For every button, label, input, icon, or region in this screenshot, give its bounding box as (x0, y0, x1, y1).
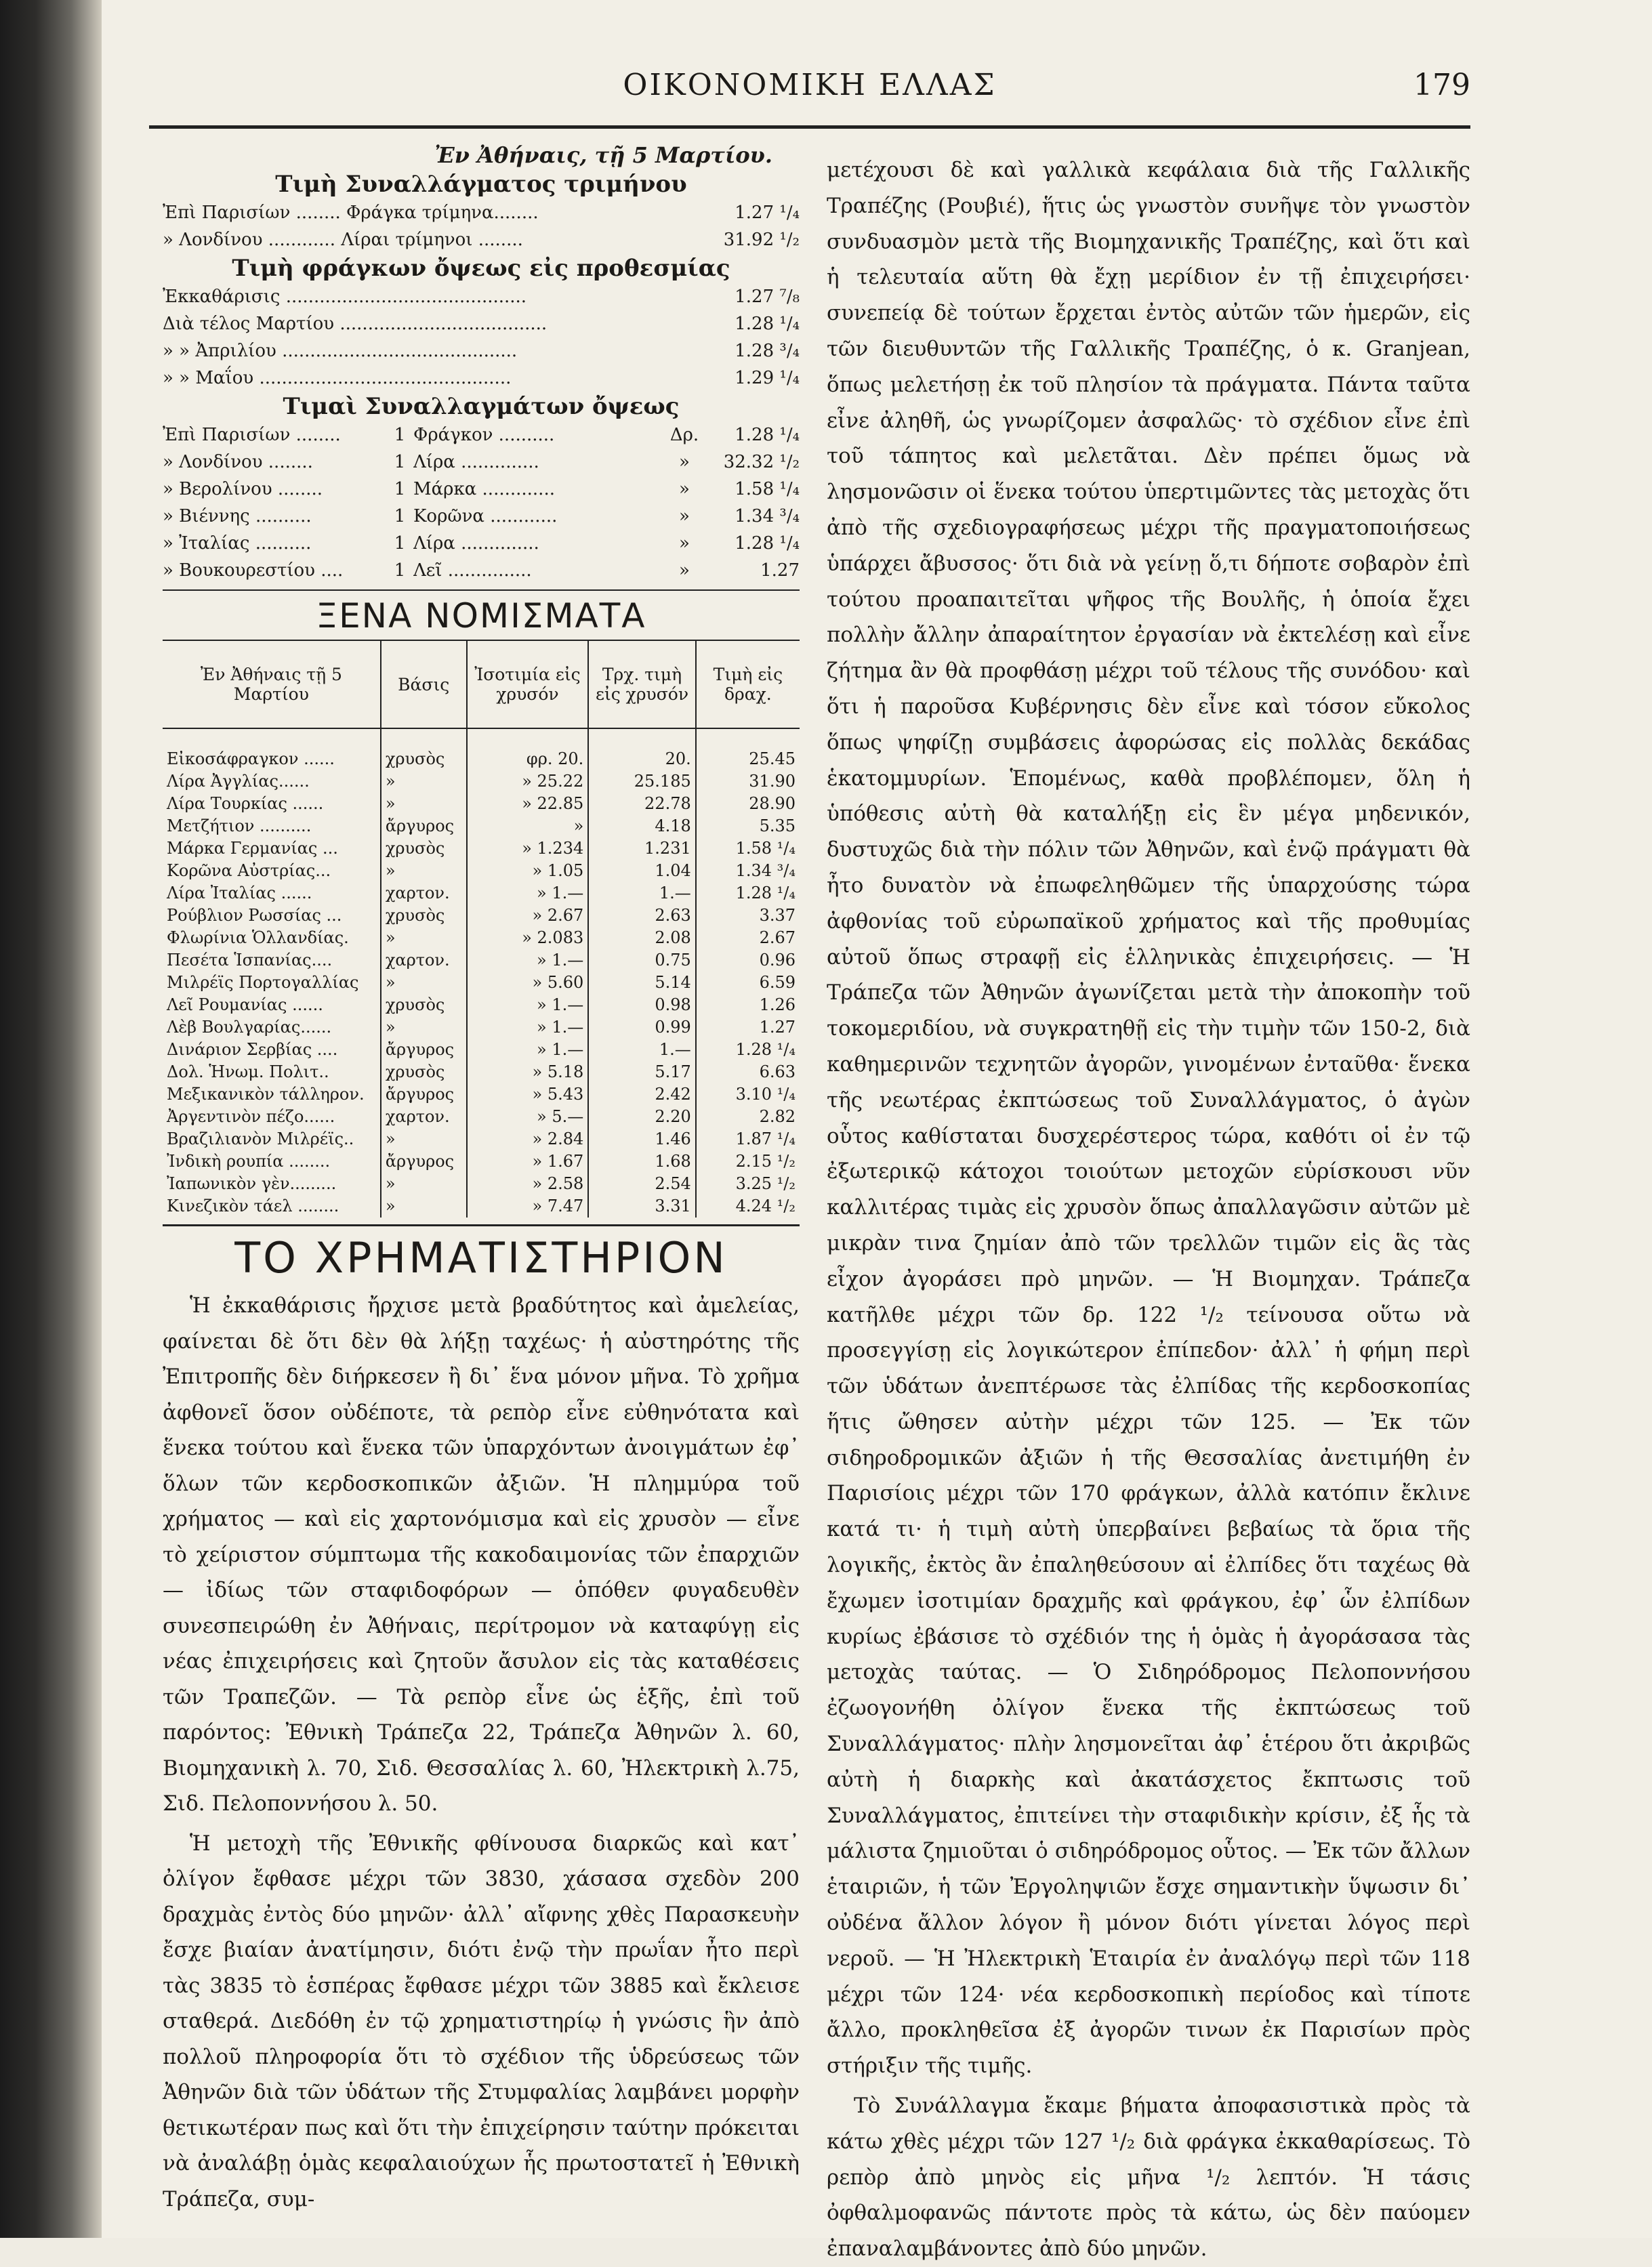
table-row (163, 793, 800, 815)
rate-row: » Λονδίνου ........ 1 Λίρα .............. » 32.32 ¹/₂ (163, 452, 800, 472)
table-cell: » (381, 1016, 467, 1039)
table-cell: Δινάριον Σερβίας .... (163, 1039, 381, 1061)
coins-table-body (163, 728, 800, 1218)
table-cell: » 1.— (467, 994, 589, 1016)
table-row (163, 1083, 800, 1106)
table-cell: 2.54 (588, 1173, 696, 1195)
foreign-coins-table (163, 640, 800, 1218)
table-cell: Ρούβλιον Ρωσσίας ... (163, 904, 381, 927)
table-cell: » 2.67 (467, 904, 589, 927)
table-cell: 0.98 (588, 994, 696, 1016)
rate-row: » » Ἀπριλίου .......................................... 1.28 ³/₄ (163, 341, 800, 361)
paragraph: Τὸ Συνάλλαγμα ἔκαμε βήματα ἀποφασιστικὰ πρὸς τὰ κάτω χθὲς μέχρι τῶν 127 ¹/₂ διὰ φράγκα ἐκκαθαρίσεως. Τὸ ρεπὸρ ἀπὸ μηνὸς εἰς μῆνα ¹/₂ λεπτόν. Ἡ τάσις ὀφθαλμοφανῶς πάντοτε πρὸς τὰ κάτω, ὡς δὲν παύομεν ἐπαναλαμβάνοντες ἀπὸ δύο μηνῶν. (827, 2094, 1470, 2262)
table-cell: » 1.— (467, 882, 589, 904)
section-title-sight-exchange: Τιμαὶ Συναλλαγμάτων ὄψεως (283, 393, 680, 420)
table-cell: 2.08 (588, 927, 696, 949)
table-cell: Δολ. Ἡνωμ. Πολιτ.. (163, 1061, 381, 1083)
foreign-coins-title: ΞΕΝΑ ΝΟΜΙΣΜΑΤΑ (316, 596, 646, 636)
table-cell: » (381, 1195, 467, 1218)
column-header-current-gold: Τρχ. τιμὴ εἰς χρυσόν (588, 640, 696, 728)
table-cell: Μάρκα Γερμανίας ... (163, 837, 381, 860)
table-cell: ἄργυρος (381, 1083, 467, 1106)
paragraph: μετέχουσι δὲ καὶ γαλλικὰ κεφάλαια διὰ τῆς Γαλλικῆς Τραπέζης (Ρουβιέ), ἥτις ὡς γνωστὸν συνῆψε τὸν γνωστὸν συνδυασμὸν μετὰ τῆς Βιομηχανικῆς Τραπέζης, καὶ ὅτι καὶ ἡ τελευταία αὕτη θὰ ἔχῃ μερίδιον ἐν τῇ ἐπιχειρήσει· συνεπείᾳ δὲ τούτων ἔρχεται ἐντὸς αὐτῶν τῶν ἡμερῶν, εἰς τῶν διευθυντῶν τῆς Γαλλικῆς Τραπέζης, ὁ κ. Granjean, ὅπως μελετήσῃ ἐκ τοῦ πλησίον τὰ πράγματα. Πάντα ταῦτα εἶνε ἀληθῆ, ὡς γνωρίζομεν ἀσφαλῶς· τὸ σχέδιον εἶνε ἐπὶ τοῦ τάπητος καὶ μελετᾶται. Δὲν πρέπει ὅμως νὰ λησμονῶσιν οἱ ἕνεκα τούτου ὑπερτιμῶντες τὰς μετοχὰς ὅτι ἀπὸ τῆς σχεδιογραφήσεως μέχρι τῆς πραγματοποιήσεως ὑπάρχει ἄβυσσος· ὅτι διὰ νὰ γείνῃ ὅ,τι δήποτε σοβαρὸν ἐπὶ τούτου προαπαιτεῖται ψῆφος τῆς Βουλῆς, ἡ ὁποία ἔχει πολλὴν ἄλλην ἀπαραίτητον ἐργασίαν νὰ ἐκτελέσῃ καὶ εἶνε ζήτημα ἂν θὰ προφθάσῃ μέχρι τοῦ τέλους τῆς συνόδου· καὶ ὅτι ἡ παροῦσα Κυβέρνησις δὲν εἶνε καὶ τόσον εὔκολος ὅπως ψηφίζῃ συμβάσεις ἀφορώσας εἰς πολλὰς δεκάδας ἑκατομμυρίων. Ἑπομένως, καθὰ προβλέπομεν, ὅλη ἡ ὑπόθεσις αὐτὴ θὰ καταλήξῃ εἰς ἓν μέγα μηδενικόν, δυστυχῶς διὰ τὴν πόλιν τῶν Ἀθηνῶν, καὶ ἐνῷ πράγματι θὰ ἦτο δυνατὸν νὰ ἐπωφεληθῶμεν τῆς ὑπαρχούσης τώρα ἀφθονίας τοῦ εὐρωπαϊκοῦ χρήματος καὶ τῆς προθυμίας αὐτοῦ ὅπως στραφῇ εἰς ἑλληνικὰς ἐπιχειρήσεις. — Ἡ Τράπεζα τῶν Ἀθηνῶν ἀγωνίζεται μετὰ τὴν ἀποκοπὴν τοῦ τοκομεριδίου, νὰ συγκρατηθῇ εἰς τὴν τιμὴν τῶν 150-2, διὰ καθημερινῶν τεχνητῶν ἀγορῶν, γινομένων ἐνταῦθα· ἕνεκα τῆς νεωτέρας ἐκπτώσεως τοῦ Συναλλάγματος, ὁ ἀγὼν οὗτος καθίσταται δυσχερέστερος τώρα, καθότι οἱ ἐν τῷ ἐξωτερικῷ κάτοχοι τοιούτων μετοχῶν εὑρίσκουσι νῦν καλλιτέρας τιμὰς εἰς χρυσὸν ὅπως ἀπαλλαγῶσιν αὐτῶν μὲ μικρὰν τινα ζημίαν ἀπὸ τῶν τρελλῶν τιμῶν εἰς ἃς τὰς εἶχον ἀγοράσει πρὸ μηνῶν. — Ἡ Βιομηχαν. Τράπεζα κατῆλθε μέχρι τῶν δρ. 122 ¹/₂ τείνουσα οὕτω νὰ προσεγγίσῃ εἰς λογικώτερον ἐπίπεδον· ἀλλ᾿ ἡ φήμη περὶ τῶν ὑδάτων ἀνεπτέρωσε τὰς ἐλπίδας τῆς κερδοσκοπίας ἥτις ὤθησεν αὐτὴν μέχρι τῶν 125. — Ἐκ τῶν σιδηροδρομικῶν ἀξιῶν ἡ τῆς Θεσσαλίας ἀνετιμήθη ἐν Παρισίοις μέχρι τῶν 170 φράγκων, ἀλλὰ κατόπιν ἔκλινε κατά τι· ἡ τιμὴ αὐτὴ ὑπερβαίνει βεβαίως τὰ ὅρια τῆς λογικῆς, ἐκτὸς ἂν ἐπαληθεύσουν αἱ ἐλπίδες ὅτι ταχέως θὰ ἔχωμεν ἰσοτιμίαν δραχμῆς καὶ φράγκου, ἐφ᾿ ὧν ἐλπίδων κυρίως ἐβάσισε τὸ σχέδιόν της ἡ ὁμὰς ἡ ἀγοράσασα τὰς μετοχὰς ταύτας. — Ὁ Σιδηρόδρομος Πελοποννήσου ἐζωογονήθη ὀλίγον ἕνεκα τῆς ἐκπτώσεως τοῦ Συναλλάγματος· πλὴν λησμονεῖται ἀφ᾿ ἑτέρου ὅτι ἀκριβῶς αὐτὴ ἡ διαρκὴς καὶ ἀκατάσχετος ἔκπτωσις τοῦ Συναλλάγματος, ἐπιτείνει τὴν σταφιδικὴν κρίσιν, ἐξ ἧς τὰ μάλιστα ζημιοῦται ὁ σιδηρόδρομος οὗτος. — Ἐκ τῶν ἄλλων ἑταιριῶν, ἡ τῶν Ἐργοληψιῶν ἔσχε σημαντικὴν ὕψωσιν δι᾿ οὐδένα ἄλλον λόγον ἢ μόνον διότι γίνεται λόγος περὶ νεροῦ. — Ἡ Ἠλεκτρικὴ Ἑταιρία ἐν ἀναλόγῳ περὶ τῶν 118 μέχρι τῶν 124· νέα κερδοσκοπικὴ περίοδος καὶ τίποτε ἄλλο, προκληθεῖσα ἐξ ἀγορῶν τινων ἐκ Παρισίων πρὸς στήριξιν τῆς τιμῆς. (827, 158, 1470, 2079)
table-cell: Κινεζικὸν τάελ ........ (163, 1195, 381, 1218)
table-cell: 6.63 (759, 1062, 796, 1081)
column-header-date: Ἐν Ἀθήναις τῇ 5 Μαρτίου (163, 640, 381, 728)
table-cell: » 5.— (467, 1106, 589, 1128)
divider (163, 589, 800, 591)
table-cell: 2.63 (588, 904, 696, 927)
table-cell: Λὲβ Βουλγαρίας...... (163, 1016, 381, 1039)
rate-row: » Ἰταλίας .......... 1 Λίρα .............. » 1.28 ¹/₄ (163, 533, 800, 554)
table-cell: 1.04 (588, 860, 696, 882)
table-cell: » 1.05 (467, 860, 589, 882)
table-cell: 1.34 ³/₄ (735, 861, 796, 880)
table-cell: Μετζήτιον .......... (163, 815, 381, 837)
table-cell: 1.— (588, 882, 696, 904)
sight-exchange-list (163, 421, 800, 584)
table-cell: Βραζιλιανὸν Μιλρέϊς.. (163, 1128, 381, 1150)
table-cell: Φλωρίνια Ὁλλανδίας. (163, 927, 381, 949)
table-cell: 3.10 ¹/₄ (735, 1085, 796, 1104)
rate-row: Ἐπὶ Παρισίων ........ 1 Φράγκον .......... Δρ. 1.28 ¹/₄ (163, 425, 800, 445)
table-cell: 1.46 (588, 1128, 696, 1150)
table-cell: » 2.083 (467, 927, 589, 949)
header-rule (149, 125, 1470, 129)
table-cell: 2.20 (588, 1106, 696, 1128)
table-cell: » 5.18 (467, 1061, 589, 1083)
table-cell: » (381, 927, 467, 949)
table-cell: 31.90 (749, 772, 796, 791)
table-row (163, 1061, 800, 1083)
table-cell: » 7.47 (467, 1195, 589, 1218)
rate-row: » Βουκουρεστίου .... 1 Λεῖ ............... » 1.27 (163, 560, 800, 581)
table-cell: 0.75 (588, 949, 696, 972)
paragraph: Ἡ μετοχὴ τῆς Ἐθνικῆς φθίνουσα διαρκῶς καὶ κατ᾿ ὀλίγον ἔφθασε μέχρι τῶν 3830, χάσασα σχεδὸν 200 δραχμὰς ἐντὸς δύο μηνῶν· ἀλλ᾿ αἴφνης χθὲς Παρασκευὴν ἔσχε βιαίαν ἀνατίμησιν, διότι ἐνῷ τὴν πρωΐαν ἦτο περὶ τὰς 3835 τὸ ἑσπέρας ἔφθασε μέχρι τῶν 3885 καὶ ἔκλεισε σταθερά. Διεδόθη ἐν τῷ χρηματιστηρίῳ ἡ γνώσις ἣν ἀπὸ πολλοῦ πληροφορία ὅτι τὸ σχέδιον τῆς ὑδρεύσεως τῶν Ἀθηνῶν διὰ τῶν ὑδάτων τῆς Στυμφαλίας λαμβάνει μορφὴν θετικωτέραν πως καὶ ὅτι τὴν ἐπιχείρησιν ταύτην πρόκειται νὰ ἀναλάβῃ ὁμὰς κεφαλαιούχων ἧς πρωτοστατεῖ ἡ Ἐθνικὴ Τράπεζα, συμ- (163, 1831, 800, 2211)
table-row (163, 1016, 800, 1039)
table-header-row (163, 640, 800, 728)
table-cell: ἄργυρος (381, 815, 467, 837)
table-cell: » (381, 1173, 467, 1195)
table-cell: 1.58 ¹/₄ (735, 839, 796, 858)
table-cell: ἄργυρος (381, 1150, 467, 1173)
table-row (163, 904, 800, 927)
table-cell: » (381, 793, 467, 815)
table-row (163, 1039, 800, 1061)
right-column (827, 152, 1470, 2267)
table-cell: χαρτον. (381, 1106, 467, 1128)
table-cell: 1.28 ¹/₄ (735, 1040, 796, 1059)
table-cell: Ἀργεντινὸν πέζο...... (163, 1106, 381, 1128)
table-cell: » 2.58 (467, 1173, 589, 1195)
table-row (163, 972, 800, 994)
table-cell: Μιλρέϊς Πορτογαλλίας (163, 972, 381, 994)
rate-row: » Λονδίνου ............ Λίραι τρίμηνοι ........ 31.92 ¹/₂ (163, 230, 800, 250)
table-row (163, 1173, 800, 1195)
table-cell: Ἰνδικὴ ρουπία ........ (163, 1150, 381, 1173)
table-cell: 5.17 (588, 1061, 696, 1083)
table-row (163, 770, 800, 793)
table-row (163, 949, 800, 972)
page-header (149, 68, 1470, 129)
table-cell: » 5.43 (467, 1083, 589, 1106)
table-cell: χρυσὸς (381, 994, 467, 1016)
table-cell: » 1.— (467, 1016, 589, 1039)
column-header-basis: Βάσις (381, 640, 467, 728)
table-cell: 1.28 ¹/₄ (735, 883, 796, 902)
rate-row: » » Μαΐου ............................................. 1.29 ¹/₄ (163, 368, 800, 388)
table-cell: » (381, 1128, 467, 1150)
table-cell: Λίρα Ἀγγλίας...... (163, 770, 381, 793)
table-cell: » (381, 770, 467, 793)
stock-exchange-heading: ΤΟ ΧΡΗΜΑΤΙΣΤΗΡΙΟΝ (163, 1224, 800, 1283)
left-column (163, 142, 800, 2217)
table-cell: » 1.67 (467, 1150, 589, 1173)
column-header-parity: Ἰσοτιμία εἰς χρυσόν (467, 640, 589, 728)
table-cell: 28.90 (749, 794, 796, 813)
section-title-forward-exchange: Τιμὴ Συναλλάγματος τριμήνου (275, 171, 687, 198)
table-cell: » 1.— (467, 1039, 589, 1061)
table-cell: Πεσέτα Ἱσπανίας.... (163, 949, 381, 972)
table-cell: χρυσὸς (381, 904, 467, 927)
table-cell: 4.18 (588, 815, 696, 837)
table-row (163, 1195, 800, 1218)
table-cell: Λίρα Ἰταλίας ...... (163, 882, 381, 904)
table-cell: 4.24 ¹/₂ (735, 1197, 796, 1215)
table-cell: 1.87 ¹/₄ (735, 1129, 796, 1148)
rate-row: Ἐκκαθάρισις ........................................... 1.27 ⁷/₈ (163, 287, 800, 307)
table-cell: 25.45 (749, 749, 796, 768)
table-cell: » (381, 860, 467, 882)
table-cell: χαρτον. (381, 949, 467, 972)
section-title-franc-sight: Τιμὴ φράγκων ὄψεως εἰς προθεσμίας (232, 255, 730, 282)
forward-exchange-list (163, 199, 800, 253)
table-cell: 2.82 (759, 1107, 796, 1126)
table-cell: φρ. 20. (467, 728, 589, 770)
table-row (163, 837, 800, 860)
paragraph: Ἡ ἐκκαθάρισις ἤρχισε μετὰ βραδύτητος καὶ ἀμελείας, φαίνεται δὲ ὅτι δὲν θὰ λήξῃ ταχέως· ἡ αὐστηρότης τῆς Ἐπιτροπῆς δὲν διήρκεσεν ἢ δι᾿ ἕνα μόνον μῆνα. Τὸ χρῆμα ἀφθονεῖ ὅσον οὐδέποτε, τὰ ρεπὸρ εἶνε εὐθηνότατα καὶ ἕνεκα τούτου καὶ ἕνεκα τῶν ὑπαρχόντων ἀνοιγμάτων ἐφ᾿ ὅλων τῶν κερδοσκοπικῶν ἀξιῶν. Ἡ πλημμύρα τοῦ χρήματος — καὶ εἰς χαρτονόμισμα καὶ εἰς χρυσὸν — εἶνε τὸ χείριστον σύμπτωμα τῆς κακοδαιμονίας τῶν ἐπαρχιῶν — ἰδίως τῶν σταφιδοφόρων — ὁπόθεν φυγαδευθὲν συνεσπειρώθη ἐν Ἀθήναις, περίτρομον νὰ καταφύγῃ εἰς νέας ἐπιχειρήσεις καὶ ζητοῦν ἄσυλον εἰς τὰς καταθέσεις τῶν Τραπεζῶν. — Τὰ ρεπὸρ εἶνε ὡς ἑξῆς, ἐπὶ τοῦ παρόντος: Ἐθνικὴ Τράπεζα 22, Τράπεζα Ἀθηνῶν λ. 60, Βιομηχανικὴ λ. 70, Σιδ. Θεσσαλίας λ. 60, Ἠλεκτρικὴ λ.75, Σιδ. Πελοποννήσου λ. 50. (163, 1293, 800, 1816)
book-spine-shadow (0, 0, 102, 2238)
table-cell: » 5.60 (467, 972, 589, 994)
table-cell: Εἰκοσάφραγκον ...... (163, 728, 381, 770)
table-cell: χρυσὸς (381, 1061, 467, 1083)
table-cell: Μεξικανικὸν τάλληρον. (163, 1083, 381, 1106)
table-cell: » 25.22 (467, 770, 589, 793)
table-row (163, 860, 800, 882)
table-row (163, 1150, 800, 1173)
rate-row: » Βιέννης .......... 1 Κορῶνα ............ » 1.34 ³/₄ (163, 506, 800, 526)
column-header-price-drachma: Τιμὴ εἰς δραχ. (696, 640, 800, 728)
table-cell: Κορῶνα Αὐστρίας... (163, 860, 381, 882)
table-cell: Λίρα Τουρκίας ...... (163, 793, 381, 815)
table-cell: 25.185 (588, 770, 696, 793)
table-row (163, 927, 800, 949)
table-cell: Ἰαπωνικὸν γὲν......... (163, 1173, 381, 1195)
rate-row: » Βερολίνου ........ 1 Μάρκα ............. » 1.58 ¹/₄ (163, 479, 800, 499)
table-cell: 3.31 (588, 1195, 696, 1218)
rate-row: Διὰ τέλος Μαρτίου ..................................... 1.28 ¹/₄ (163, 314, 800, 334)
table-cell: » 2.84 (467, 1128, 589, 1150)
table-cell: 3.37 (759, 906, 796, 925)
table-cell: 5.14 (588, 972, 696, 994)
table-cell: 6.59 (759, 973, 796, 992)
table-cell: 5.35 (759, 816, 796, 835)
table-cell: » 1.234 (467, 837, 589, 860)
table-row (163, 728, 800, 770)
table-cell: 1.26 (759, 995, 796, 1014)
table-cell: 0.96 (759, 951, 796, 970)
table-row (163, 1128, 800, 1150)
table-cell: 1.231 (588, 837, 696, 860)
running-title: ΟΙΚΟΝΟΜΙΚΗ ΕΛΛΑΣ (623, 68, 997, 102)
table-cell: » (381, 972, 467, 994)
table-cell: ἄργυρος (381, 1039, 467, 1061)
table-cell: » 22.85 (467, 793, 589, 815)
table-cell: 20. (588, 728, 696, 770)
table-cell: 22.78 (588, 793, 696, 815)
table-cell: 1.27 (759, 1018, 796, 1037)
table-row (163, 882, 800, 904)
table-cell: χρυσὸς (381, 728, 467, 770)
dateline: Ἐν Ἀθήναις, τῇ 5 Μαρτίου. (434, 142, 772, 168)
table-cell: 1.68 (588, 1150, 696, 1173)
table-cell: » (467, 815, 589, 837)
table-cell: Λεῖ Ρουμανίας ...... (163, 994, 381, 1016)
rate-row: Ἐπὶ Παρισίων ........ Φράγκα τρίμηνα........ 1.27 ¹/₄ (163, 203, 800, 223)
table-cell: » 1.— (467, 949, 589, 972)
table-row (163, 815, 800, 837)
table-row (163, 994, 800, 1016)
table-cell: 3.25 ¹/₂ (735, 1174, 796, 1193)
table-cell: χαρτον. (381, 882, 467, 904)
table-row (163, 1106, 800, 1128)
table-cell: 1.— (588, 1039, 696, 1061)
table-cell: 2.67 (759, 928, 796, 947)
franc-sight-list (163, 283, 800, 392)
table-cell: 2.15 ¹/₂ (735, 1152, 796, 1171)
table-cell: 2.42 (588, 1083, 696, 1106)
table-cell: 0.99 (588, 1016, 696, 1039)
page-number: 179 (1413, 68, 1470, 102)
table-cell: χρυσὸς (381, 837, 467, 860)
